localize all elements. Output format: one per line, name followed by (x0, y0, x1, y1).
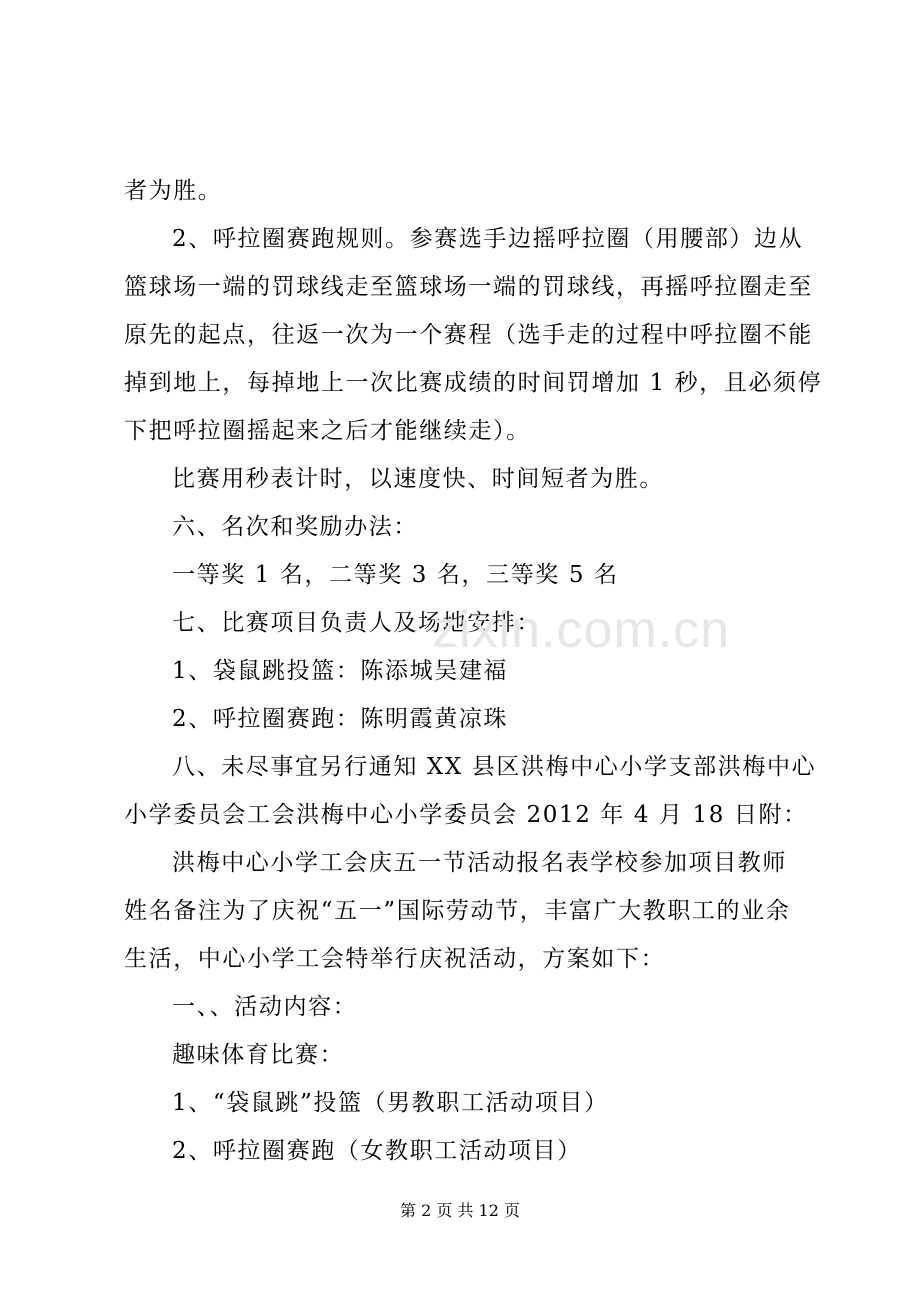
text-line-14: 小学委员会工会洪梅中心小学委员会 2012 年 4 月 18 日附： (124, 802, 808, 828)
text-line-4: 原先的起点，往返一次为一个赛程（选手走的过程中呼拉圈不能 (124, 322, 813, 348)
section-heading-1: 一、、活动内容： (172, 994, 358, 1020)
text-line-1: 者为胜。 (124, 178, 223, 204)
text-line-6: 下把呼拉圈摇起来之后才能继续走）。 (124, 418, 531, 444)
text-line-12: 2、呼拉圈赛跑：陈明霞黄凉珠 (172, 706, 509, 732)
page-number-footer: 第 2 页 共 12 页 (400, 1201, 520, 1220)
text-line-3: 篮球场一端的罚球线走至篮球场一端的罚球线，再摇呼拉圈走至 (124, 274, 813, 300)
text-line-11: 1、袋鼠跳投篮：陈添城吴建福 (172, 658, 509, 684)
text-line-17: 生活，中心小学工会特举行庆祝活动，方案如下： (124, 946, 666, 972)
text-line-21: 2、呼拉圈赛跑（女教职工活动项目） (172, 1138, 582, 1164)
section-heading-8: 八、未尽事宜另行通知 XX 县区洪梅中心小学支部洪梅中心 (172, 754, 817, 780)
text-line-16: 姓名备注为了庆祝“五一”国际劳动节，丰富广大教职工的业余 (124, 898, 791, 924)
text-line-5: 掉到地上，每掉地上一次比赛成绩的时间罚增加 1 秒，且必须停 (124, 370, 823, 396)
section-heading-7: 七、比赛项目负责人及场地安排： (172, 610, 541, 636)
text-line-7: 比赛用秒表计时，以速度快、时间短者为胜。 (172, 466, 664, 492)
text-line-2: 2、呼拉圈赛跑规则。参赛选手边摇呼拉圈（用腰部）边从 (172, 226, 804, 252)
watermark-text: zixin.com.cn (432, 601, 731, 659)
text-line-15: 洪梅中心小学工会庆五一节活动报名表学校参加项目教师 (172, 850, 787, 876)
text-line-20: 1、“袋鼠跳”投篮（男教职工活动项目） (172, 1090, 609, 1116)
text-line-19: 趣味体育比赛： (172, 1042, 345, 1068)
section-heading-6: 六、名次和奖励办法： (172, 514, 418, 540)
text-line-9: 一等奖 1 名，二等奖 3 名，三等奖 5 名 (172, 562, 619, 588)
